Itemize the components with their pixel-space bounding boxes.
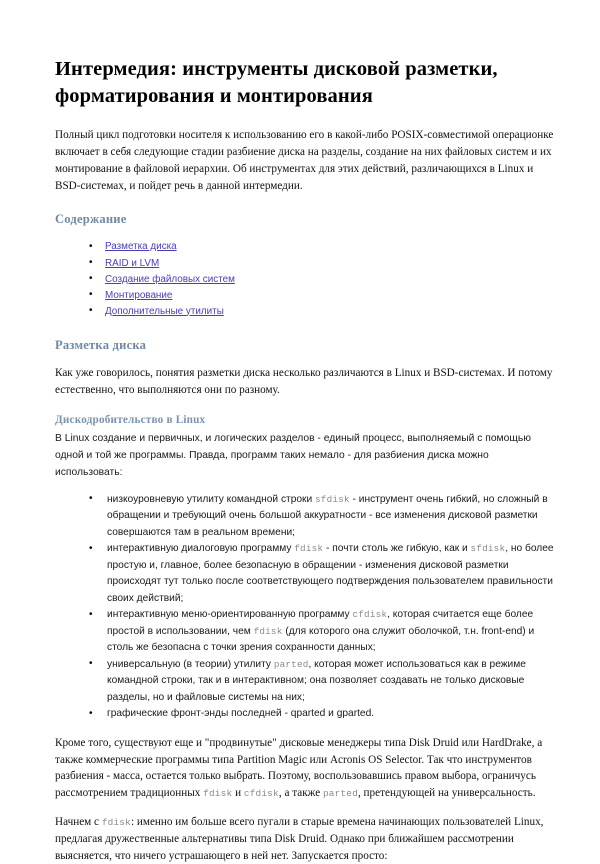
list-item	[89, 272, 558, 288]
closing-text: Кроме того, существуют еще и "продвинутые" дисковые менеджеры типа Disk Druid или HardDrake, а также коммерческие программы типа Partition Magic или Acronis OS Selector. Так что инструментов разбиения - масса, остается только выбрать. Поэтому, воспользовавшись правом выбора, ограничусь рассмотрением традиционных	[55, 736, 543, 800]
code-fdisk: fdisk	[253, 625, 283, 637]
closing-text: и	[232, 787, 244, 800]
page-title: Интермедия: инструменты дисковой разметки, форматирования и монтирования	[55, 58, 498, 107]
tool-text: - почти столь же гибкую, как и	[323, 543, 471, 555]
closing-paragraph	[55, 735, 558, 802]
toc-link-razmetka-diska[interactable]: Разметка диска	[105, 241, 177, 253]
list-item	[89, 541, 558, 607]
list-item	[89, 607, 558, 657]
section-heading-disk-layout: Разметка диска	[55, 337, 147, 352]
list-item	[89, 706, 558, 723]
tool-text: , но более простую и, главное, более безопасную в обращении - изменения дисковой разметки происходят тут только после соответствующего подтверждения пользователем правильности своих действий;	[107, 543, 554, 604]
code-fdisk: fdisk	[203, 788, 233, 800]
list-item	[89, 288, 558, 304]
final-paragraph	[55, 814, 558, 864]
tool-text: универсальную (в теории) утилиту	[107, 658, 274, 670]
tool-text: , которая может использоваться как в режиме командной строки, так и в интерактивном; она позволяет создавать не только дисковые разделы, но и файловые системы на них;	[107, 658, 526, 703]
list-item	[89, 304, 558, 320]
code-sfdisk: sfdisk	[470, 543, 506, 555]
code-cfdisk: cfdisk	[243, 788, 279, 800]
code-cfdisk: cfdisk	[352, 609, 388, 621]
tool-text: , которая считается еще более простой в использовании, чем	[107, 609, 534, 637]
tool-text: графические фронт-энды последней - qparted и gparted.	[107, 708, 375, 720]
final-text: Начнем с	[55, 816, 102, 829]
toc-link-dopolnitelnye-utility[interactable]: Дополнительные утилиты	[105, 305, 224, 317]
code-fdisk: fdisk	[294, 543, 324, 555]
subheading-linux-partitioning: Дискодробительство в Linux	[55, 414, 206, 427]
tool-text: низкоуровневую утилиту командной строки	[107, 493, 316, 505]
table-of-contents	[55, 239, 558, 319]
list-item	[89, 239, 558, 255]
list-item	[89, 492, 558, 542]
tool-text: интерактивную диалоговую программу	[107, 543, 295, 555]
linux-partitioning-paragraph: В Linux создание и первичных, и логических разделов - единый процесс, выполняемый с помощью одной и той же программы. Правда, программ таких немало - для разбиения диска можно использовать:	[55, 433, 531, 478]
tool-text: - инструмент очень гибкий, но сложный в обращении и требующий очень большой аккуратности - все изменения дисковой разметки совершаются там в реальном времени;	[107, 493, 548, 538]
toc-link-raid-lvm[interactable]: RAID и LVM	[105, 257, 160, 269]
code-parted: parted	[273, 658, 309, 670]
toc-heading: Содержание	[55, 212, 127, 227]
final-text: : именно им больше всего пугали в старые времена начинающих пользователей Linux, предлагая дружественные альтернативы типа Disk Druid. Однако при ближайшем рассмотрении выясняется, что ничего устрашающего в ней нет. Запускается просто:	[55, 816, 544, 862]
intro-paragraph: Полный цикл подготовки носителя к использованию его в какой-либо POSIX-совместимой операционке включает в себя следующие стадии разбиение диска на разделы, создание на них файловых систем и их монтирование в файловой иерархии. Об инструментах для этих действий, различающихся в Linux и BSD-системах, и пойдет речь в данной интермедии.	[55, 129, 554, 192]
closing-text: , а также	[278, 787, 323, 800]
disk-layout-paragraph: Как уже говорилось, понятия разметки диска несколько различаются в Linux и BSD-системах. И потому естественно, что выполняются они по разному.	[55, 366, 553, 396]
code-parted: parted	[322, 788, 358, 800]
tool-list	[55, 492, 558, 723]
code-fdisk: fdisk	[101, 817, 131, 829]
code-sfdisk: sfdisk	[315, 493, 350, 505]
closing-text: , претендующей на универсальность.	[357, 787, 536, 800]
toc-link-montirovanie[interactable]: Монтирование	[105, 289, 173, 301]
list-item	[89, 256, 558, 272]
tool-text: интерактивную меню-ориентированную программу	[107, 609, 353, 621]
list-item	[89, 657, 558, 707]
tool-text: (для которого она служит оболочкой, т.н. front-end) и столь же безопасна с точки зрения сохранности данных;	[107, 625, 535, 654]
toc-link-sozdanie-fajlovyh-sistem[interactable]: Создание файловых систем	[105, 273, 235, 285]
